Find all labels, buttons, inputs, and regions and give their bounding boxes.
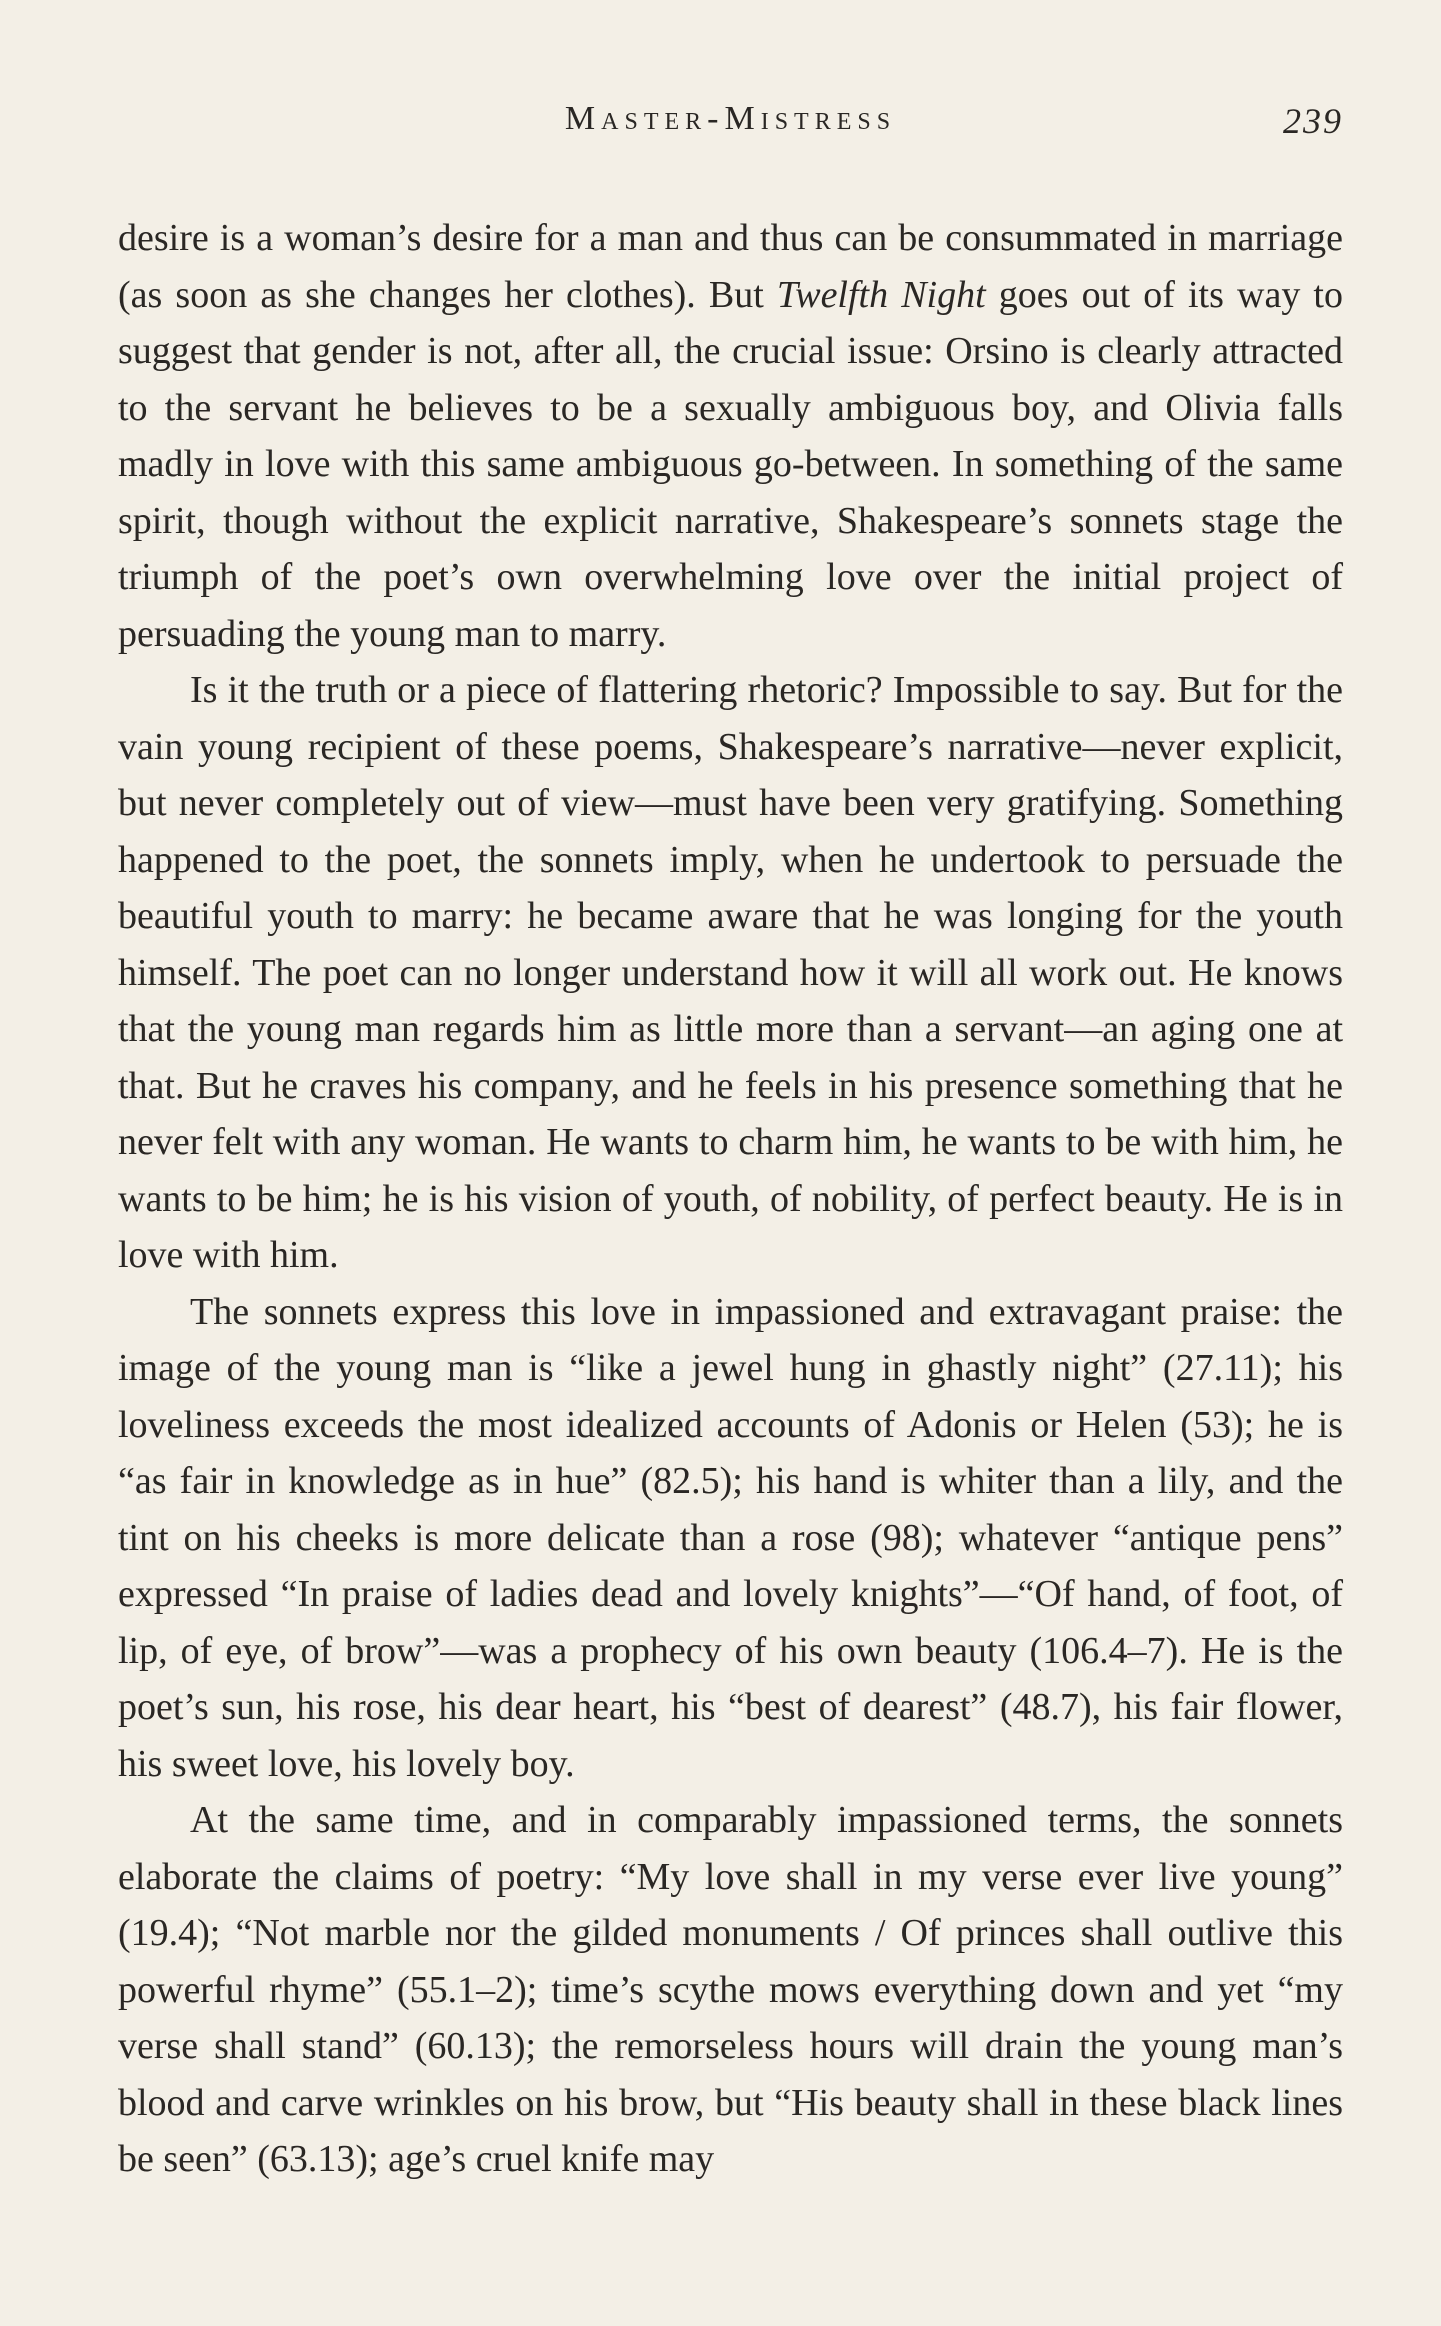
running-title: Master-Mistress	[564, 100, 897, 137]
paragraph-1-part-1: desire is a woman’s desire for a man and thus can be consummated in marriage (as soon as she changes her clothes). But	[118, 217, 1343, 316]
paragraph-2: Is it the truth or a piece of flattering rhetoric? Impossible to say. But for the vain young recipient of these poems, Shakespeare’s narrative—never explicit, but never completely out of view—must have been very gratifying. Something happened to the poet, the sonnets imply, when he undertook to persuade the beautiful youth to marry: he became aware that he was longing for the youth himself. The poet can no longer understand how it will all work out. He knows that the young man regards him as little more than a servant—an aging one at that. But he craves his company, and he feels in his presence something that he never felt with any woman. He wants to charm him, he wants to be with him, he wants to be him; he is his vision of youth, of nobility, of perfect beauty. He is in love with him.	[118, 669, 1343, 1276]
italic-title-twelfth-night: Twelfth Night	[776, 273, 986, 316]
paragraph-1-part-2: goes out of its way to suggest that gender is not, after all, the crucial issue: Orsino is clearly attracted to the servant he believes to be a sexually ambiguous boy, and Olivia falls madly in love with this same ambiguous go-between. In something of the same spirit, though without the explicit narrative, Shakespeare’s sonnets stage the triumph of the poet’s own overwhelming love over the initial project of persuading the young man to marry.	[118, 273, 1343, 655]
paragraph-4: At the same time, and in comparably impassioned terms, the sonnets elaborate the claims of poetry: “My love shall in my verse ever live young” (19.4); “Not marble nor the gilded monuments / Of princes shall outlive this powerful rhyme” (55.1–2); time’s scythe mows everything down and yet “my verse shall stand” (60.13); the remorseless hours will drain the young man’s blood and carve wrinkles on his brow, but “His beauty shall in these black lines be seen” (63.13); age’s cruel knife may	[118, 1799, 1343, 2180]
paragraph-1	[118, 210, 1343, 662]
running-head	[118, 100, 1343, 150]
body-text	[118, 210, 1343, 2188]
page-number: 239	[1283, 101, 1343, 141]
paragraph-3: The sonnets express this love in impassioned and extravagant praise: the image of the young man is “like a jewel hung in ghastly night” (27.11); his loveliness exceeds the most idealized accounts of Adonis or Helen (53); he is “as fair in knowledge as in hue” (82.5); his hand is whiter than a lily, and the tint on his cheeks is more delicate than a rose (98); whatever “antique pens” expressed “In praise of ladies dead and lovely knights”—“Of hand, of foot, of lip, of eye, of brow”—was a prophecy of his own beauty (106.4–7). He is the poet’s sun, his rose, his dear heart, his “best of dearest” (48.7), his fair flower, his sweet love, his lovely boy.	[118, 1290, 1343, 1785]
